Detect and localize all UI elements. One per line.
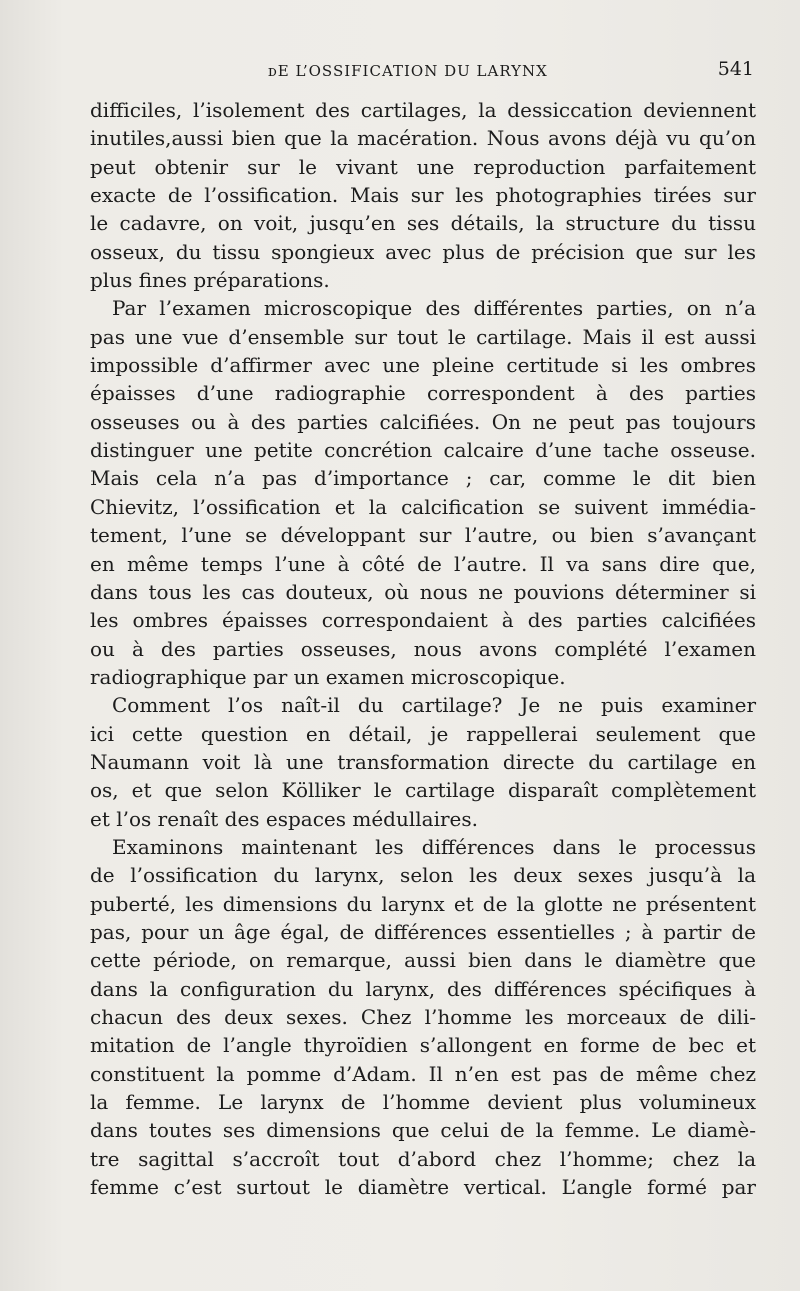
- text-line: de l’ossification du larynx, selon les deux sexes jusqu’à la: [90, 863, 756, 888]
- paragraph-start-line: Par l’examen microscopique des différentes parties, on n’a: [112, 296, 756, 321]
- text-line: et l’os renaît des espaces médullaires.: [90, 806, 478, 831]
- text-line: exacte de l’ossification. Mais sur les photographies tirées sur: [90, 183, 756, 208]
- text-line: impossible d’affirmer avec une pleine certitude si les ombres: [90, 353, 756, 378]
- text-line: Naumann voit là une transformation directe du cartilage en: [90, 749, 756, 774]
- text-line: cette période, on remarque, aussi bien dans le diamètre que: [90, 948, 756, 973]
- text-line: mitation de l’angle thyroïdien s’allongent en forme de bec et: [90, 1033, 756, 1058]
- text-line: pas une vue d’ensemble sur tout le cartilage. Mais il est aussi: [90, 324, 756, 349]
- text-line: osseux, du tissu spongieux avec plus de précision que sur les: [90, 239, 756, 264]
- text-line: os, et que selon Kölliker le cartilage disparaît complètement: [90, 778, 756, 803]
- text-line: en même temps l’une à côté de l’autre. Il va sans dire que,: [90, 551, 756, 576]
- page-header: [90, 58, 762, 88]
- text-line: pas, pour un âge égal, de différences essentielles ; à partir de: [90, 919, 756, 944]
- text-line: puberté, les dimensions du larynx et de la glotte ne présentent: [90, 891, 756, 916]
- text-line: tement, l’une se développant sur l’autre, ou bien s’avançant: [90, 523, 756, 548]
- text-line: plus fines préparations.: [90, 268, 330, 293]
- text-line: les ombres épaisses correspondaient à des parties calcifiées: [90, 608, 756, 633]
- text-line: dans toutes ses dimensions que celui de la femme. Le diamè-: [90, 1118, 756, 1143]
- text-line: peut obtenir sur le vivant une reproduction parfaitement: [90, 154, 756, 179]
- text-line: femme c’est surtout le diamètre vertical. L’angle formé par: [90, 1175, 756, 1200]
- paragraph-start-line: Examinons maintenant les différences dans le processus: [112, 834, 756, 859]
- text-line: le cadavre, on voit, jusqu’en ses détails, la structure du tissu: [90, 211, 756, 236]
- text-line: la femme. Le larynx de l’homme devient plus volumineux: [90, 1090, 756, 1115]
- text-line: épaisses d’une radiographie correspondent à des parties: [90, 381, 756, 406]
- text-line: distinguer une petite concrétion calcaire d’une tache osseuse.: [90, 438, 756, 463]
- text-line: constituent la pomme d’Adam. Il n’en est pas de même chez: [90, 1061, 756, 1086]
- text-line: osseuses ou à des parties calcifiées. On ne peut pas toujours: [90, 409, 756, 434]
- text-line: Chievitz, l’ossification et la calcification se suivent immédia-: [90, 494, 756, 519]
- running-title: ᴅE L’OSSIFICATION DU LARYNX: [268, 62, 548, 80]
- body-text: [90, 96, 756, 1201]
- text-line: dans tous les cas douteux, où nous ne pouvions déterminer si: [90, 579, 756, 604]
- text-line: inutiles,aussi bien que la macération. Nous avons déjà vu qu’on: [90, 126, 756, 151]
- text-line: chacun des deux sexes. Chez l’homme les morceaux de dili-: [90, 1005, 756, 1029]
- paragraph-start-line: Comment l’os naît-il du cartilage? Je ne puis examiner: [112, 693, 756, 718]
- text-line: ou à des parties osseuses, nous avons complété l’examen: [90, 636, 756, 661]
- text-line: tre sagittal s’accroît tout d’abord chez l’homme; chez la: [90, 1146, 756, 1171]
- text-line: dans la configuration du larynx, des différences spécifiques à: [90, 976, 756, 1001]
- page-number: 541: [717, 58, 754, 80]
- text-line: difficiles, l’isolement des cartilages, la dessiccation deviennent: [90, 98, 756, 122]
- text-line: radiographique par un examen microscopique.: [90, 664, 566, 689]
- text-line: Mais cela n’a pas d’importance ; car, comme le dit bien: [90, 466, 756, 491]
- text-line: ici cette question en détail, je rappellerai seulement que: [90, 721, 756, 746]
